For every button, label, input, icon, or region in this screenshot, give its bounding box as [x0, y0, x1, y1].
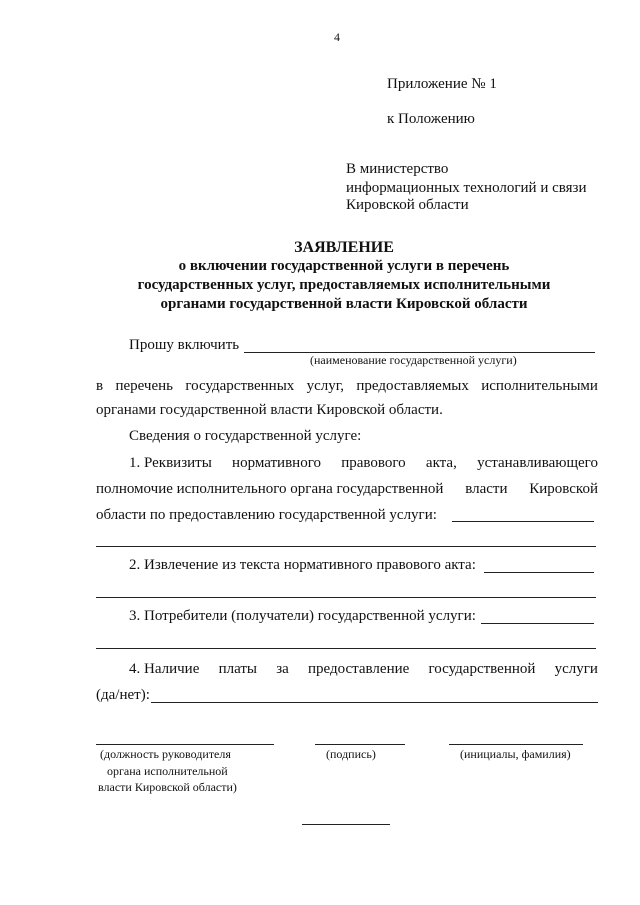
- position-caption-line-1: (должность руководителя: [100, 747, 231, 761]
- item-1-word: 1. Реквизиты: [129, 455, 212, 471]
- service-name-hint: (наименование государственной услуги): [310, 353, 517, 367]
- item-4-word: услуги: [554, 661, 598, 677]
- item-4-word: 4. Наличие: [129, 661, 200, 677]
- page-number: 4: [334, 30, 340, 44]
- title-line-1: о включении государственной услуги в перечень: [178, 258, 510, 274]
- item-4-field-line[interactable]: [151, 702, 598, 703]
- request-word: предоставляемых: [356, 378, 469, 394]
- name-caption: (инициалы, фамилия): [460, 747, 571, 761]
- info-heading: Сведения о государственной услуге:: [129, 428, 362, 444]
- item-1-field-line[interactable]: [452, 521, 594, 522]
- item-1-word: власти: [465, 481, 508, 497]
- item-4-line-2: (да/нет):: [96, 687, 150, 703]
- request-line-2: [96, 378, 598, 395]
- item-4-word: за: [276, 661, 289, 677]
- addressee-line-2: информационных технологий и связи: [346, 180, 587, 196]
- item-4-word: предоставление: [308, 661, 410, 677]
- item-1-word: правового: [341, 455, 406, 471]
- request-word: в: [96, 378, 104, 394]
- item-4-word: платы: [218, 661, 257, 677]
- item-3-text: 3. Потребители (получатели) государственной услуги:: [129, 608, 476, 624]
- item-1-word: нормативного: [232, 455, 321, 471]
- sign-line[interactable]: [315, 744, 405, 745]
- request-word: услуг,: [306, 378, 344, 394]
- addressee-line-3: Кировской области: [346, 197, 469, 213]
- item-1-word: акта,: [425, 455, 457, 471]
- sign-caption: (подпись): [326, 747, 376, 761]
- document-title: ЗАЯВЛЕНИЕ: [294, 239, 394, 256]
- item-2-text: 2. Извлечение из текста нормативного правового акта:: [129, 557, 476, 573]
- position-caption-line-3: власти Кировской области): [98, 780, 237, 794]
- addressee-line-1: В министерство: [346, 161, 449, 177]
- appendix-number: Приложение № 1: [387, 76, 497, 92]
- item-1-field-line-2[interactable]: [96, 546, 596, 547]
- request-word: перечень: [115, 378, 173, 394]
- title-line-2: государственных услуг, предоставляемых исполнительными: [137, 277, 551, 293]
- item-1-line-3: области по предоставлению государственной услуги:: [96, 507, 437, 523]
- position-signature-line[interactable]: [96, 744, 274, 745]
- item-2-field-line-2[interactable]: [96, 597, 596, 598]
- item-2-field-line[interactable]: [484, 572, 594, 573]
- request-label: Прошу включить: [129, 337, 240, 353]
- request-line-3: органами государственной власти Кировской области.: [96, 402, 443, 418]
- request-word: государственных: [185, 378, 295, 394]
- item-3-field-line[interactable]: [481, 623, 594, 624]
- item-1-line-2: [96, 481, 598, 498]
- item-4-word: государственной: [428, 661, 536, 677]
- request-word: исполнительными: [481, 378, 598, 394]
- item-1-word: устанавливающего: [477, 455, 598, 471]
- item-1-word: Кировской: [529, 481, 598, 497]
- position-caption-line-2: органа исполнительной: [107, 764, 228, 778]
- item-1-line-1: [129, 455, 598, 472]
- appendix-reference: к Положению: [387, 111, 475, 127]
- name-line[interactable]: [449, 744, 583, 745]
- item-3-field-line-2[interactable]: [96, 648, 596, 649]
- item-4-line-1: [129, 661, 598, 678]
- title-line-3: органами государственной власти Кировской области: [160, 296, 528, 312]
- item-1-word: полномочие исполнительного органа государственной: [96, 481, 444, 497]
- closing-separator: [302, 824, 390, 825]
